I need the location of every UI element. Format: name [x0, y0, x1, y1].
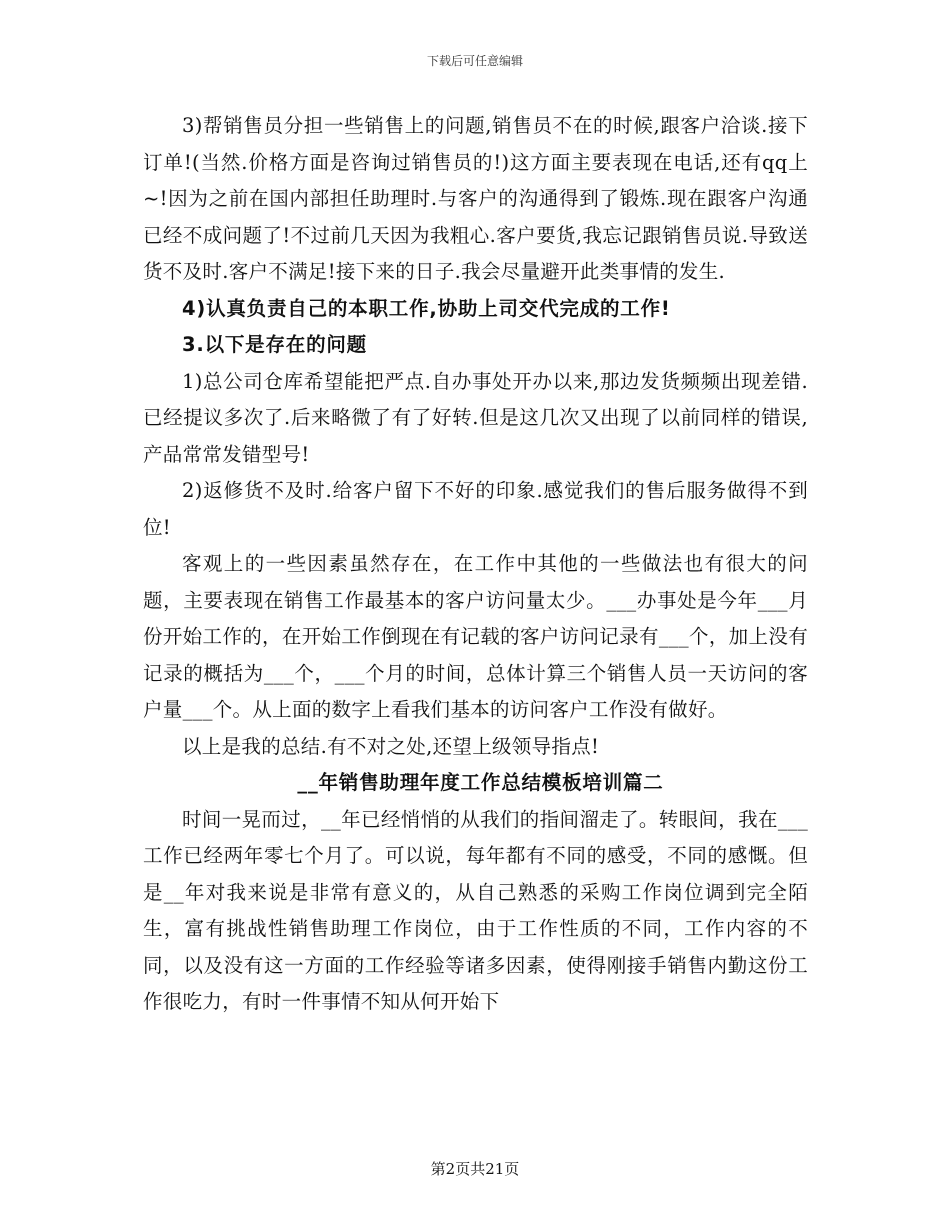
- paragraph-item-3: 3)帮销售员分担一些销售上的问题,销售员不在的时候,跟客户洽谈.接下订单!(当然.价格方面是咨询过销售员的!)这方面主要表现在电话,还有qq上~!因为之前在国内部担任助理时.与客户的沟通得到了锻炼.现在跟客户沟通已经不成问题了!不过前几天因为我粗心.客户要货,我忘记跟销售员说.导致送货不及时.客户不满足!接下来的日子.我会尽量避开此类事情的发生.: [143, 114, 808, 283]
- paragraph-intro-part2: 时间一晃而过，__年已经悄悄的从我们的指间溜走了。转眼间，我在___工作已经两年零七个月了。可以说，每年都有不同的感受，不同的感慨。但是__年对我来说是非常有意义的，从自己熟悉的采购工作岗位调到完全陌生，富有挑战性销售助理工作岗位，由于工作性质的不同，工作内容的不同，以及没有这一方面的工作经验等诸多因素，使得刚接手销售内勤这份工作很吃力，有时一件事情不知从何开始下: [143, 807, 808, 1013]
- paragraph-closing: 以上是我的总结.有不对之处,还望上级领导指点!: [182, 734, 600, 758]
- page-header: 下载后可任意编辑: [426, 54, 523, 68]
- page-footer: 第2页共21页: [430, 1160, 520, 1178]
- document-body: [143, 108, 808, 1021]
- paragraph-item-4: 4)认真负责自己的本职工作,协助上司交代完成的工作!: [182, 296, 671, 320]
- section-heading-problems: 3.以下是存在的问题: [182, 333, 367, 356]
- paragraph-objective-analysis: 客观上的一些因素虽然存在，在工作中其他的一些做法也有很大的问题，主要表现在销售工作最基本的客户访问量太少。___办事处是今年___月份开始工作的，在开始工作倒现在有记载的客户访问记录有___个，加上没有记录的概括为___个，___个月的时间，总体计算三个销售人员一天访问的客户量___个。从上面的数字上看我们基本的访问客户工作没有做好。: [143, 552, 808, 721]
- paragraph-problem-2: 2)返修货不及时.给客户留下不好的印象.感觉我们的售后服务做得不到位!: [143, 479, 808, 539]
- section-title: __年销售助理年度工作总结模板培训篇二: [297, 771, 664, 794]
- paragraph-problem-1: 1)总公司仓库希望能把严点.自办事处开办以来,那边发货频频出现差错.已经提议多次了.后来略微了有了好转.但是这几次又出现了以前同样的错误,产品常常发错型号!: [143, 369, 808, 466]
